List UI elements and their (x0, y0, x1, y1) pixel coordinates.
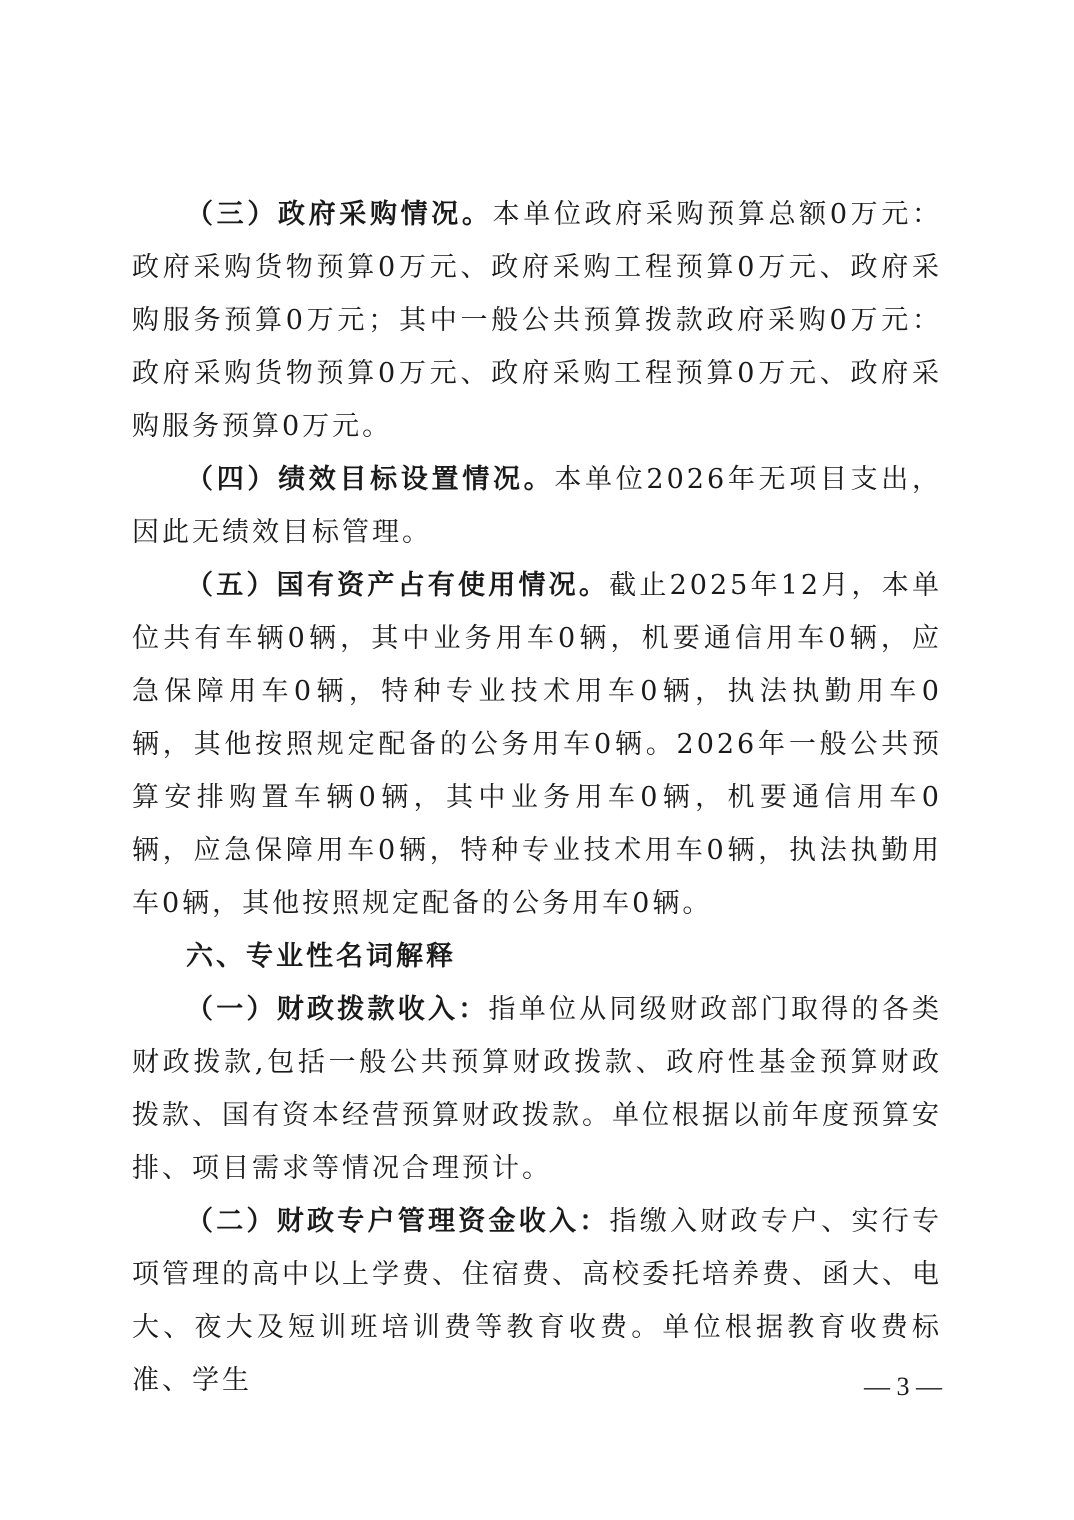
paragraph-heading: （二）财政专户管理资金收入： (186, 1206, 610, 1237)
paragraph-text: 指缴入财政专户、实行专项管理的高中以上学费、住宿费、高校委托培养费、函大、电大、夜大及短训班培训费等教育收费。单位根据教育收费标准、学生 (132, 1206, 942, 1396)
paragraph-heading: （四）绩效目标设置情况。 (186, 464, 555, 495)
section-title-terminology: 六、专业性名词解释 (186, 941, 456, 972)
paragraph-text: 截止2025年12月，本单位共有车辆0辆，其中业务用车0辆，机要通信用车0辆，应急保障用车0辆，特种专业技术用车0辆，执法执勤用车0辆，其他按照规定配备的公务用车0辆。2026年一般公共预算安排购置车辆0辆，其中业务用车0辆，机要通信用车0辆，应急保障用车0辆，特种专业技术用车0辆，执法执勤用车0辆，其他按照规定配备的公务用车0辆。 (132, 570, 942, 919)
paragraph-fiscal-appropriation-income (132, 983, 942, 1195)
paragraph-text: 本单位2026年无项目支出，因此无绩效目标管理。 (132, 464, 943, 548)
paragraph-performance-targets (132, 453, 942, 559)
paragraph-special-account-income (132, 1195, 942, 1407)
paragraph-heading: （五）国有资产占有使用情况。 (186, 570, 610, 601)
paragraph-state-assets (132, 559, 942, 930)
page-number: — 3 — (864, 1372, 942, 1401)
paragraph-heading: （三）政府采购情况。 (186, 199, 493, 230)
paragraph-government-procurement (132, 188, 942, 453)
paragraph-text: 本单位政府采购预算总额0万元：政府采购货物预算0万元、政府采购工程预算0万元、政府采购服务预算0万元；其中一般公共预算拨款政府采购0万元：政府采购货物预算0万元、政府采购工程预算0万元、政府采购服务预算0万元。 (132, 199, 942, 442)
paragraph-heading: （一）财政拨款收入： (186, 994, 489, 1025)
document-body (132, 188, 942, 1407)
paragraph-text: 指单位从同级财政部门取得的各类财政拨款,包括一般公共预算财政拨款、政府性基金预算财政拨款、国有资本经营预算财政拨款。单位根据以前年度预算安排、项目需求等情况合理预计。 (132, 994, 942, 1184)
